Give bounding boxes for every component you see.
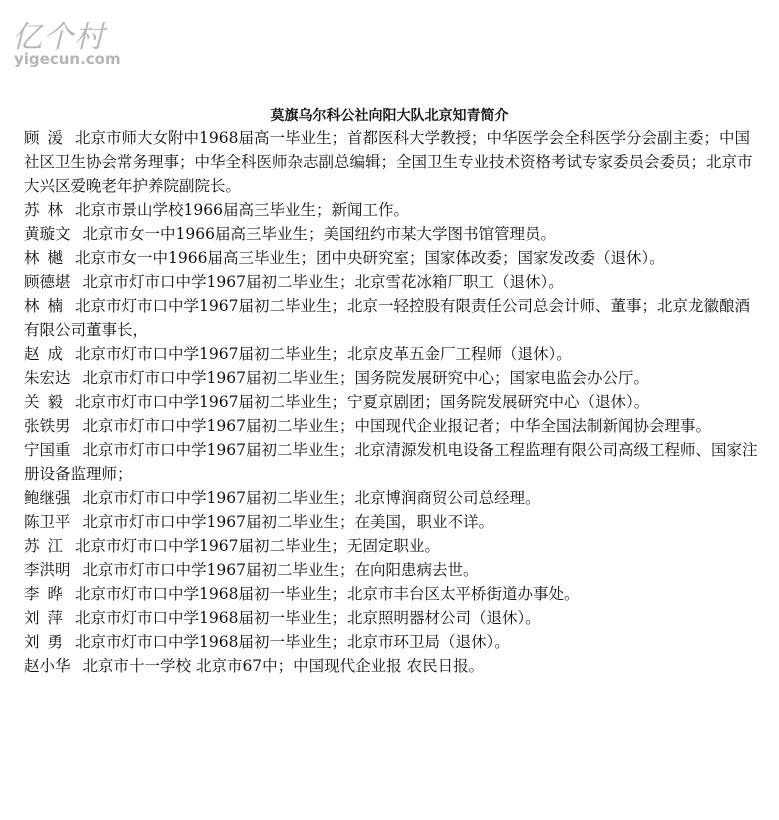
entry-text: 北京市灯市口中学1968届初一毕业生；北京市环卫局（退休）。: [75, 633, 510, 651]
entry-name: 林樾: [24, 249, 72, 267]
list-item: [24, 558, 760, 582]
entry-text: 北京市景山学校1966届高三毕业生；新闻工作。: [75, 201, 409, 219]
list-item: [24, 342, 760, 366]
entry-text: 北京市灯市口中学1967届初二毕业生；北京一轻控股有限责任公司总会计师、董事；北京龙徽酿酒有限公司董事长，: [24, 297, 750, 339]
entry-list: [24, 126, 760, 678]
list-item: [24, 198, 760, 222]
list-item: [24, 294, 760, 342]
list-item: [24, 510, 760, 534]
list-item: [24, 438, 760, 486]
entry-text: 北京市灯市口中学1967届初二毕业生；国务院发展研究中心；国家电监会办公厅。: [82, 369, 649, 387]
watermark: [12, 22, 162, 74]
entry-text: 北京市灯市口中学1967届初二毕业生；北京博润商贸公司总经理。: [82, 489, 541, 507]
entry-text: 北京市灯市口中学1967届初二毕业生；北京皮革五金厂工程师（退休）。: [75, 345, 572, 363]
entry-text: 北京市灯市口中学1967届初二毕业生；北京雪花冰箱厂职工（退休）。: [82, 273, 564, 291]
list-item: [24, 366, 760, 390]
entry-text: 北京市灯市口中学1968届初一毕业生；北京照明器材公司（退休）。: [75, 609, 541, 627]
list-item: [24, 582, 760, 606]
entry-name: 赵成: [24, 345, 72, 363]
entry-name: 关毅: [24, 393, 72, 411]
entry-name: 黄璇文: [24, 225, 71, 243]
watermark-site: yigecun.com: [14, 50, 121, 68]
entry-text: 北京市灯市口中学1967届初二毕业生；宁夏京剧团；国务院发展研究中心（退休）。: [75, 393, 650, 411]
entry-name: 苏江: [24, 537, 72, 555]
entry-name: 李晔: [24, 585, 72, 603]
entry-text: 北京市灯市口中学1967届初二毕业生；在向阳患病去世。: [82, 561, 479, 579]
entry-name: 刘萍: [24, 609, 72, 627]
entry-name: 李洪明: [24, 561, 71, 579]
entry-name: 苏林: [24, 201, 72, 219]
list-item: [24, 246, 760, 270]
list-item: [24, 534, 760, 558]
entry-text: 北京市灯市口中学1967届初二毕业生；在美国，职业不详。: [82, 513, 494, 531]
entry-name: 鲍继强: [24, 489, 71, 507]
list-item: [24, 606, 760, 630]
list-item: [24, 630, 760, 654]
entry-text: 北京市灯市口中学1967届初二毕业生；北京清源发机电设备工程监理有限公司高级工程师、国家注册设备监理师；: [24, 441, 758, 483]
entry-name: 林楠: [24, 297, 72, 315]
list-item: [24, 222, 760, 246]
entry-text: 北京市十一学校 北京市67中；中国现代企业报 农民日报。: [82, 657, 485, 675]
entry-text: 北京市灯市口中学1967届初二毕业生；中国现代企业报记者；中华全国法制新闻协会理事。: [82, 417, 711, 435]
entry-name: 刘勇: [24, 633, 72, 651]
list-item: [24, 390, 760, 414]
list-item: [24, 486, 760, 510]
entry-name: 顾德堪: [24, 273, 71, 291]
entry-name: 朱宏达: [24, 369, 71, 387]
entry-name: 赵小华: [24, 657, 71, 675]
list-item: [24, 414, 760, 438]
entry-text: 北京市师大女附中1968届高一毕业生；首都医科大学教授；中华医学会全科医学分会副主委；中国社区卫生协会常务理事；中华全科医师杂志副总编辑；全国卫生专业技术资格考试专家委员会委员；北京市大兴区爱晚老年护养院副院长。: [24, 129, 753, 195]
document-title: 莫旗乌尔科公社向阳大队北京知青简介: [270, 108, 509, 124]
entry-text: 北京市灯市口中学1967届初二毕业生；无固定职业。: [75, 537, 440, 555]
entry-text: 北京市女一中1966届高三毕业生；美国纽约市某大学图书馆管理员。: [82, 225, 556, 243]
entry-name: 宁国重: [24, 441, 71, 459]
list-item: [24, 654, 760, 678]
entry-name: 陈卫平: [24, 513, 71, 531]
entry-name: 张铁男: [24, 417, 71, 435]
entry-name: 顾湲: [24, 129, 72, 147]
list-item: [24, 270, 760, 294]
watermark-logo: 亿个村: [12, 20, 105, 55]
entry-text: 北京市灯市口中学1968届初一毕业生；北京市丰台区太平桥街道办事处。: [75, 585, 580, 603]
list-item: [24, 126, 760, 198]
entry-text: 北京市女一中1966届高三毕业生；团中央研究室；国家体改委；国家发改委（退休）。: [75, 249, 665, 267]
